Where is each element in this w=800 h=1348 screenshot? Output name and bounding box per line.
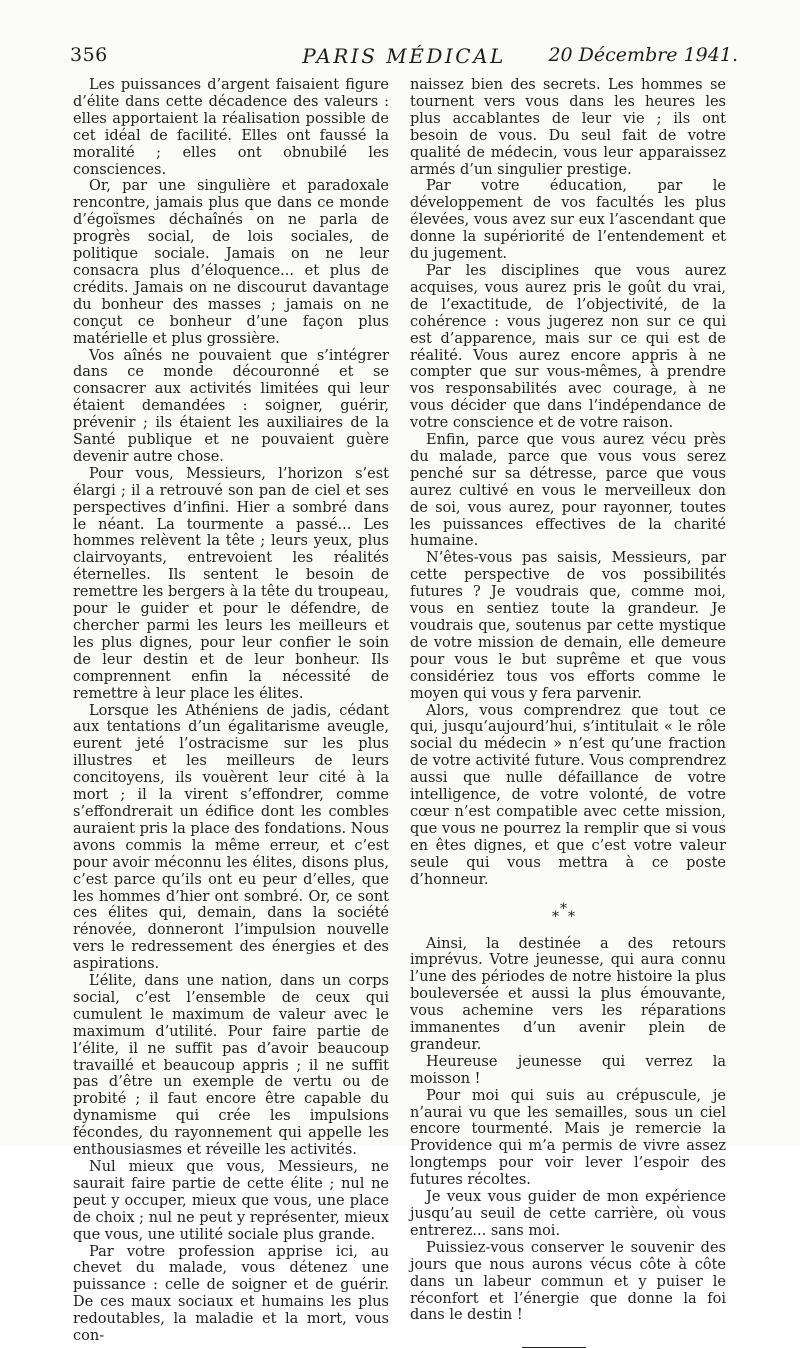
- paragraph: Enfin, parce que vous aurez vécu près du malade, parce que vous vous serez penché sur sa détresse, parce que vous aurez cultivé en vous le merveilleux don de soi, vous aurez, pour rayonner, toutes les puissances effectives de la charité humaine.: [410, 432, 726, 550]
- asterism-separator: * * *: [552, 900, 575, 925]
- paragraph: Nul mieux que vous, Messieurs, ne saurait faire partie de cette élite ; nul ne peut y occuper, mieux que vous, une place de choix ; nul ne peut y représenter, mieux que vous, une utilité sociale plus grande.: [73, 1159, 389, 1243]
- paragraph: L’élite, dans une nation, dans un corps social, c’est l’ensemble de ceux qui cumulent le maximum de valeur avec le maximum d’utilité. Pour faire partie de l’élite, il ne suffit pas d’avoir beaucoup travaillé et beaucoup appris ; il ne suffit pas d’être un exemple de vertu ou de probité ; il faut encore être capable du dynamisme qui crée les impulsions fécondes, du rayonnement qui appelle les enthousiasmes et réveille les activités.: [73, 973, 389, 1159]
- paragraph: Par votre profession apprise ici, au chevet du malade, vous détenez une puissance : celle de soigner et de guérir. De ces maux sociaux et humains les plus redoutables, la maladie et la mort, vous con-: [73, 1243, 389, 1345]
- paragraph: Puissiez-vous conserver le souvenir des jours que nous aurons vécus côte à côte dans un labeur commun et y puiser le réconfort et l’énergie que donne la foi dans le destin !: [410, 1239, 726, 1324]
- paragraph: Pour vous, Messieurs, l’horizon s’est élargi ; il a retrouvé son pan de ciel et ses perspectives d’infini. Hier a sombré dans le néant. La tourmente a passé... Les hommes relèvent la tête ; leurs yeux, plus clairvoyants, entrevoient les réalités éternelles. Ils sentent le besoin de remettre les bergers à la tête du troupeau, pour le guider et pour le défendre, de chercher parmi les leurs les meilleurs et les plus dignes, pour leur confier le soin de leur destin et de leur bonheur. Ils comprennent enfin la nécessité de remettre à leur place les élites.: [73, 465, 389, 702]
- paragraph: Lorsque les Athéniens de jadis, cédant aux tentations d’un égalitarisme aveugle, eurent jeté l’ostracisme sur les plus illustres et les meilleurs de leurs concitoyens, ils vouèrent leur cité à la mort ; il la virent s’effondrer, comme s’effondrerait un édifice dont les combles auraient pris la place des fondations. Nous avons commis la même erreur, et c’est pour avoir méconnu les élites, disons plus, c’est parce qu’ils ont eu peur d’elles, que les hommes d’hier ont sombré. Or, ce sont ces élites qui, demain, dans la société rénovée, donneront l’impulsion nouvelle vers le redressement des énergies et des aspirations.: [73, 702, 389, 973]
- page-header: [70, 44, 738, 70]
- paragraph: Je veux vous guider de mon expérience jusqu’au seuil de cette carrière, où vous entrerez... sans moi.: [410, 1189, 726, 1239]
- journal-title: PARIS MÉDICAL: [302, 44, 506, 68]
- paragraph: Alors, vous comprendrez que tout ce qui, jusqu’aujourd’hui, s’intitulait « le rôle social du médecin » n’est qu’une fraction de votre activité future. Vous comprendrez aussi que nulle défaillance de votre intelligence, de votre volonté, de votre cœur n’est compatible avec cette mission, que vous ne pourrez la remplir que si vous en êtes dignes, et que c’est votre valeur seule qui vous mettra à ce poste d’honneur.: [410, 702, 726, 888]
- paragraph: Par les disciplines que vous aurez acquises, vous aurez pris le goût du vrai, de l’exactitude, de l’objectivité, de la cohérence : vous jugerez non sur ce qui est d’apparence, mais sur ce qui est de réalité. Vous aurez encore appris à ne compter que sur vous-mêmes, à prendre vos responsabilités avec courage, à ne vous décider que dans l’indépendance de votre conscience et de votre raison.: [410, 262, 726, 432]
- issue-date: 20 Décembre 1941.: [548, 44, 738, 66]
- page-number: 356: [70, 44, 108, 66]
- paragraph: N’êtes-vous pas saisis, Messieurs, par cette perspective de vos possibilités futures ? Je voudrais que, comme moi, vous en sentiez toute la grandeur. Je voudrais que, soutenus par cette mystique de votre mission de demain, elle demeure pour vous le but suprême et que vous considériez tous vos efforts comme le moyen qui vous y fera parvenir.: [410, 550, 726, 702]
- paragraph: Or, par une singulière et paradoxale rencontre, jamais plus que dans ce monde d’égoïsmes déchaînés on ne parla de progrès social, de lois sociales, de politique sociale. Jamais on ne leur consacra plus d’éloquence... et plus de crédits. Jamais on ne discourut davantage du bonheur des masses ; jamais on ne conçut ce bonheur d’une façon plus matérielle et plus grossière.: [73, 178, 389, 347]
- paragraph: Les puissances d’argent faisaient figure d’élite dans cette décadence des valeurs : elles apportaient la réalisation possible de cet idéal de facilité. Elles ont faussé la moralité ; elles ont obnubilé les consciences.: [73, 77, 389, 178]
- paragraph: Vos aînés ne pouvaient que s’intégrer dans ce monde découronné et se consacrer aux activités limitées qui leur étaient demandées : soigner, guérir, prévenir ; ils étaient les auxiliaires de la Santé publique et ne pouvaient guère devenir autre chose.: [73, 347, 389, 465]
- left-column: [73, 77, 389, 1345]
- paragraph: Par votre éducation, par le développement de vos facultés les plus élevées, vous avez sur eux l’ascendant que donne la supériorité de l’entendement et du jugement.: [410, 178, 726, 263]
- paragraph: Heureuse jeunesse qui verrez la moisson !: [410, 1053, 726, 1087]
- right-column: [410, 77, 726, 1348]
- paragraph: Ainsi, la destinée a des retours imprévus. Votre jeunesse, qui aura connu l’une des périodes de notre histoire la plus bouleversée et aussi la plus émouvante, vous achemine vers les réparations immanentes d’un avenir plein de grandeur.: [410, 935, 726, 1053]
- paragraph-continued: naissez bien des secrets. Les hommes se tournent vers vous dans les heures les plus accablantes de leur vie ; ils ont besoin de vous. Du seul fait de votre qualité de médecin, vous leur apparaissez armés d’un singulier prestige.: [410, 77, 726, 178]
- paragraph: Pour moi qui suis au crépuscule, je n’aurai vu que les semailles, sous un ciel encore tourmenté. Mais je remercie la Providence qui m’a permis de vivre assez longtemps pour voir lever l’espoir des futures récoltes.: [410, 1087, 726, 1189]
